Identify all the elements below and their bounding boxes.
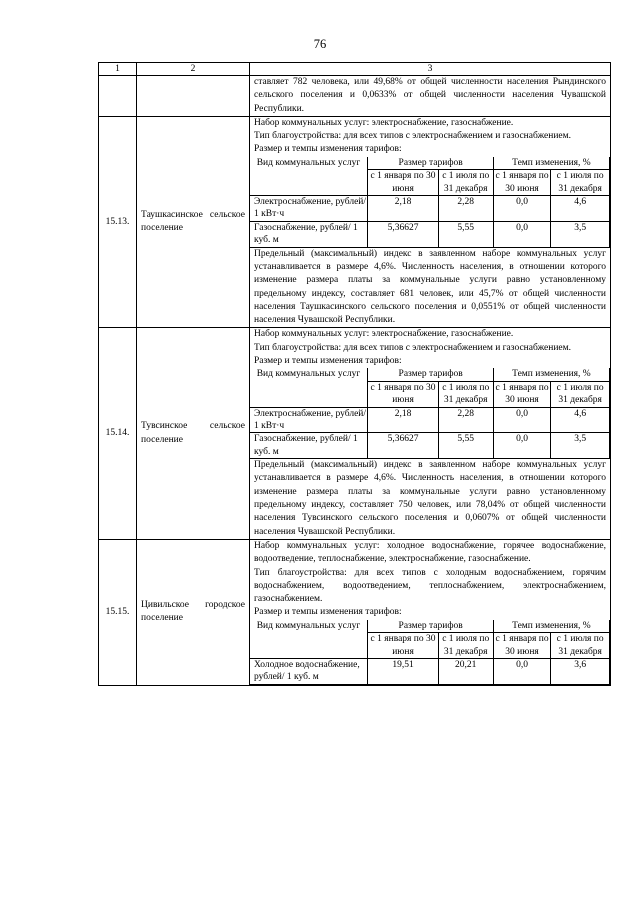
subheader-service-type: Вид коммунальных услуг: [250, 620, 368, 659]
tariff-row: [250, 196, 610, 222]
rates-title: Размер и темпы изменения тарифов:: [254, 607, 402, 618]
rate-value: 0,0: [493, 221, 551, 247]
table-row-continuation: [99, 76, 611, 117]
tariff-value: 2,28: [438, 407, 493, 433]
tariff-value: 5,36627: [368, 433, 438, 459]
table-row: [99, 328, 611, 540]
subheader-period-1: с 1 января по 30 июня: [493, 633, 551, 659]
service-name: Электроснабжение, рублей/ 1 кВт·ч: [250, 407, 368, 433]
tariff-value: 2,18: [368, 407, 438, 433]
improvement-type: Тип благоустройства: для всех типов с электроснабжением и газоснабжением.: [254, 131, 572, 142]
subheader-period-1: с 1 января по 30 июня: [493, 381, 551, 407]
subheader-period-2: с 1 июля по 31 декабря: [551, 381, 610, 407]
limit-index-text: Предельный (максимальный) индекс в заявленном наборе коммунальных услуг устанавливается в размере 4,6%. Численность населения, в отношении которого изменение размера платы за коммунальные услуги равно установленному предельному индексу, составляет 750 человек, или 78,04% от общей численности населения Тувсинского сельского поселения и 0,0607% от общей численности населения Чувашской Республики.: [254, 460, 606, 537]
tariff-row: [250, 433, 610, 459]
improvement-type: Тип благоустройства: для всех типов с электроснабжением и газоснабжением.: [254, 342, 572, 353]
subheader-period-1: с 1 января по 30 июня: [368, 170, 438, 196]
rate-value: 0,0: [493, 658, 551, 684]
subheader-period-1: с 1 января по 30 июня: [493, 170, 551, 196]
rate-value: 0,0: [493, 407, 551, 433]
tariff-value: 5,55: [438, 433, 493, 459]
tariff-subtable: [249, 368, 610, 459]
subheader-period-2: с 1 июля по 31 декабря: [438, 170, 493, 196]
subheader-period-2: с 1 июля по 31 декабря: [551, 633, 610, 659]
rate-value: 3,6: [551, 658, 610, 684]
tariff-row: [250, 658, 610, 684]
subheader-service-type: Вид коммунальных услуг: [250, 368, 368, 407]
tariff-value: 5,55: [438, 221, 493, 247]
tariff-value: 20,21: [438, 658, 493, 684]
table-row: [99, 116, 611, 328]
table-row: [99, 539, 611, 685]
improvement-type: Тип благоустройства: для всех типов с холодным водоснабжением, горячим водоснабжением, водоотведением, теплоснабжением, электроснабжением, газоснабжением.: [254, 567, 606, 605]
header-col-1: 1: [99, 63, 137, 76]
tariff-value: 2,28: [438, 196, 493, 222]
rates-title: Размер и темпы изменения тарифов:: [254, 144, 402, 155]
rate-value: 3,5: [551, 221, 610, 247]
subheader-rate-change: Темп изменения, %: [493, 620, 609, 633]
service-name: Газоснабжение, рублей/ 1 куб. м: [250, 221, 368, 247]
continuation-text: ставляет 782 человека, или 49,68% от общей численности населения Рындинского сельского поселения и 0,0633% от общей численности населения Чувашской Республики.: [254, 77, 606, 114]
tariff-row: [250, 221, 610, 247]
service-name: Газоснабжение, рублей/ 1 куб. м: [250, 433, 368, 459]
row-number: 15.14.: [99, 328, 137, 540]
subheader-period-2: с 1 июля по 31 декабря: [438, 381, 493, 407]
rate-value: 4,6: [551, 196, 610, 222]
tariff-subtable: [249, 157, 610, 248]
rate-value: 4,6: [551, 407, 610, 433]
tariff-table: [98, 62, 611, 686]
tariff-value: 19,51: [368, 658, 438, 684]
subheader-period-2: с 1 июля по 31 декабря: [438, 633, 493, 659]
subheader-rate-change: Темп изменения, %: [493, 368, 609, 381]
services-set: Набор коммунальных услуг: электроснабжение, газоснабжение.: [254, 329, 514, 340]
rates-title: Размер и темпы изменения тарифов:: [254, 356, 402, 366]
subheader-tariff-size: Размер тарифов: [368, 620, 493, 633]
subheader-period-1: с 1 января по 30 июня: [368, 381, 438, 407]
subheader-service-type: Вид коммунальных услуг: [250, 157, 368, 196]
subheader-period-2: с 1 июля по 31 декабря: [551, 170, 610, 196]
services-set: Набор коммунальных услуг: электроснабжение, газоснабжение.: [254, 117, 514, 128]
subheader-period-1: с 1 января по 30 июня: [368, 633, 438, 659]
subheader-rate-change: Темп изменения, %: [493, 157, 609, 170]
settlement-name: Тувсинское сельское поселение: [137, 328, 250, 540]
table-header-row: [99, 63, 611, 76]
rate-value: 0,0: [493, 433, 551, 459]
services-set: Набор коммунальных услуг: холодное водоснабжение, горячее водоснабжение, водоотведение, теплоснабжение, электроснабжение, газоснабжение.: [254, 540, 606, 565]
tariff-value: 2,18: [368, 196, 438, 222]
tariff-value: 5,36627: [368, 221, 438, 247]
tariff-row: [250, 407, 610, 433]
rate-value: 3,5: [551, 433, 610, 459]
settlement-name: Цивильское городское поселение: [137, 539, 250, 685]
settlement-name: Таушкасинское сельское поселение: [137, 116, 250, 328]
subheader-tariff-size: Размер тарифов: [368, 157, 493, 170]
row-number: 15.15.: [99, 539, 137, 685]
limit-index-text: Предельный (максимальный) индекс в заявленном наборе коммунальных услуг устанавливается в размере 4,6%. Численность населения, в отношении которого изменение размера платы за коммунальные услуги равно установленному предельному индексу, составляет 681 человек, или 45,7% от общей численности населения Таушкасинского сельского поселения и 0,0551% от общей численности населения Чувашской Республики.: [254, 248, 606, 326]
rate-value: 0,0: [493, 196, 551, 222]
page-number: 76: [313, 37, 327, 51]
service-name: Электроснабжение, рублей/ 1 кВт·ч: [250, 196, 368, 222]
header-col-2: 2: [137, 63, 250, 76]
tariff-subtable: [249, 620, 610, 685]
row-number: 15.13.: [99, 116, 137, 328]
subheader-tariff-size: Размер тарифов: [368, 368, 493, 381]
service-name: Холодное водоснабжение, рублей/ 1 куб. м: [250, 658, 368, 684]
header-col-3: 3: [250, 63, 611, 76]
